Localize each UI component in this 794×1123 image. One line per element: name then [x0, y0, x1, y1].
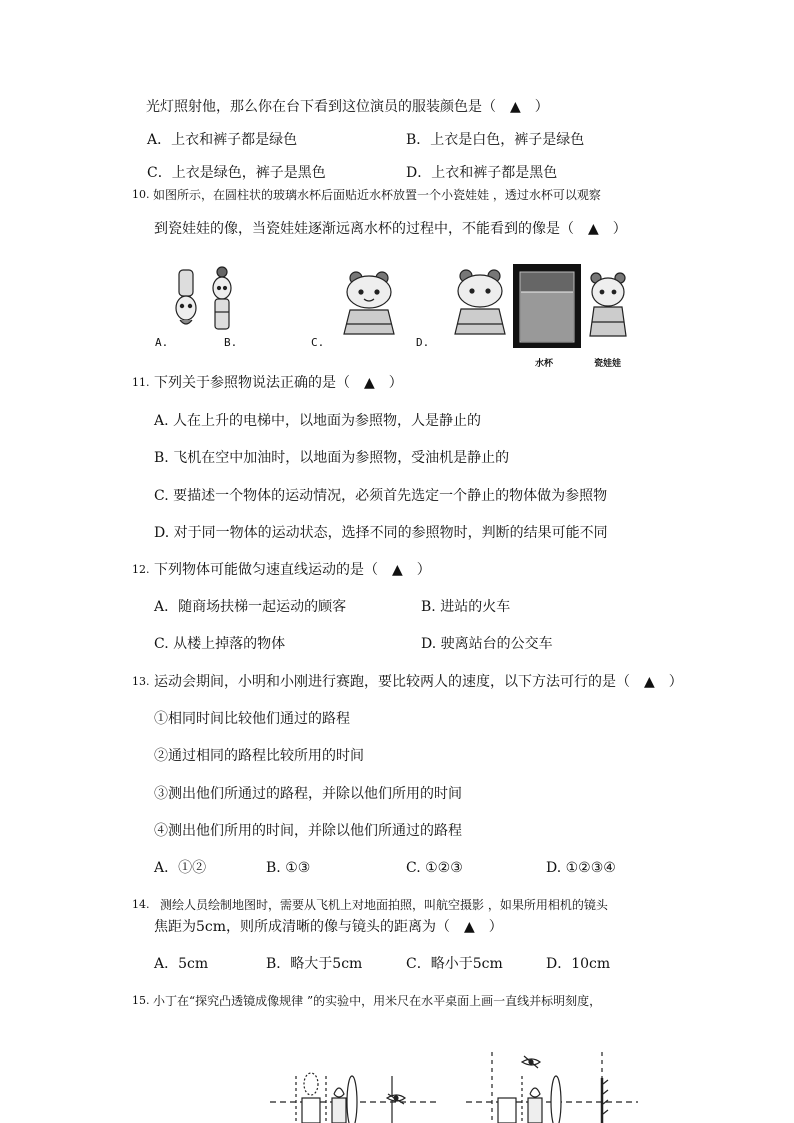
q14-number: 14.	[132, 898, 150, 911]
q11-number: 11.	[132, 376, 150, 389]
q11-option-a[interactable]: A. 人在上升的电梯中，以地面为参照物，人是静止的	[154, 413, 482, 429]
q12-option-c[interactable]: C. 从楼上掉落的物体	[154, 636, 286, 652]
q10-label-a[interactable]: A.	[155, 336, 169, 349]
q12-stem: 下列物体可能做匀速直线运动的是（ ▲ ）	[154, 562, 431, 578]
q10-label-b[interactable]: B.	[224, 336, 238, 349]
q10-caption-doll: 瓷娃娃	[594, 359, 622, 369]
q10-label-d[interactable]: D.	[416, 336, 430, 349]
q13-item-1: ①相同时间比较他们通过的路程	[154, 711, 350, 727]
q14-option-c[interactable]: C．略小于5cm	[406, 956, 503, 972]
q15-optical-bench-figure	[266, 1048, 646, 1123]
q13-item-2: ②通过相同的路程比较所用的时间	[154, 748, 364, 764]
q14-option-d[interactable]: D．10cm	[546, 956, 611, 972]
q12-option-a[interactable]: A．随商场扶梯一起运动的顾客	[154, 599, 347, 615]
q10-number: 10.	[132, 188, 150, 201]
q9-option-d[interactable]: D．上衣和裤子都是黑色	[406, 165, 558, 181]
q15-number: 15.	[132, 994, 150, 1007]
q12-number: 12.	[132, 563, 150, 576]
q15-stem-line1: 小丁在“探究凸透镜成像规律 ”的实验中，用米尺在水平桌面上画一直线并标明刻度，	[153, 994, 602, 1008]
q9-option-c[interactable]: C．上衣是绿色，裤子是黑色	[147, 165, 326, 181]
q10-caption-cup: 水杯	[535, 359, 554, 369]
q9-option-a[interactable]: A．上衣和裤子都是绿色	[147, 132, 298, 148]
q10-figure-d-doll-cup-doll	[448, 264, 638, 358]
q11-option-d[interactable]: D. 对于同一物体的运动状态，选择不同的参照物时，判断的结果可能不同	[154, 525, 608, 541]
q11-option-b[interactable]: B. 飞机在空中加油时，以地面为参照物，受油机是静止的	[154, 450, 510, 466]
q9-stem-continued: 光灯照射他，那么你在台下看到这位演员的服装颜色是（ ▲ ）	[146, 99, 549, 115]
q12-option-d[interactable]: D. 驶离站台的公交车	[421, 636, 553, 652]
q14-stem-line1: 测绘人员绘制地图时，需要从飞机上对地面拍照，叫航空摄影 ，如果所用相机的镜头	[160, 898, 608, 912]
q13-number: 13.	[132, 675, 150, 688]
q13-item-3: ③测出他们所通过的路程，并除以他们所用的时间	[154, 786, 462, 802]
q13-stem: 运动会期间，小明和小刚进行赛跑，要比较两人的速度，以下方法可行的是（ ▲ ）	[154, 674, 683, 690]
q13-option-a[interactable]: A．①②	[154, 860, 207, 876]
q13-option-d[interactable]: D. ①②③④	[546, 860, 616, 876]
q12-option-b[interactable]: B. 进站的火车	[421, 599, 511, 615]
q10-stem-line2: 到瓷娃娃的像，当瓷娃娃逐渐远离水杯的过程中，不能看到的像是（ ▲ ）	[154, 221, 627, 237]
q11-option-c[interactable]: C. 要描述一个物体的运动情况，必须首先选定一个静止的物体做为参照物	[154, 488, 608, 504]
q10-label-c[interactable]: C.	[311, 336, 325, 349]
q10-figure-c-doll	[334, 268, 404, 340]
q13-item-4: ④测出他们所用的时间，并除以他们所通过的路程	[154, 823, 462, 839]
q13-option-c[interactable]: C. ①②③	[406, 860, 463, 876]
q11-stem: 下列关于参照物说法正确的是（ ▲ ）	[154, 375, 403, 391]
q14-option-a[interactable]: A．5cm	[154, 956, 209, 972]
q9-option-b[interactable]: B．上衣是白色，裤子是绿色	[406, 132, 585, 148]
q13-option-b[interactable]: B. ①③	[266, 860, 311, 876]
q10-figure-a-b-dolls	[170, 262, 240, 342]
q14-stem-line2: 焦距为5cm，则所成清晰的像与镜头的距离为（ ▲ ）	[154, 919, 503, 935]
q14-option-b[interactable]: B．略大于5cm	[266, 956, 363, 972]
q10-stem-line1: 如图所示，在圆柱状的玻璃水杯后面贴近水杯放置一个小瓷娃娃 ，透过水杯可以观察	[153, 188, 601, 202]
